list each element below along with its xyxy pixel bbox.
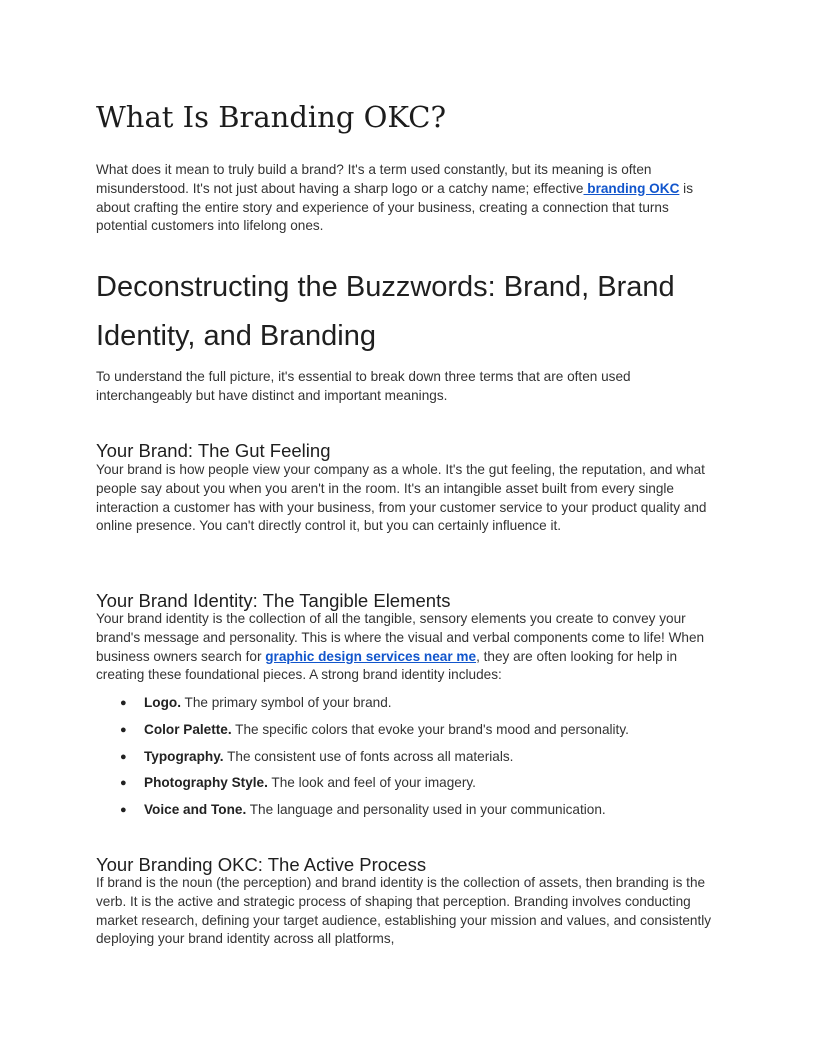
list-item-term: Typography.: [144, 748, 224, 764]
brand-heading: Your Brand: The Gut Feeling: [96, 440, 331, 461]
branding-process-paragraph: If brand is the noun (the perception) and brand identity is the collection of assets, then branding is the verb. It is the active and strategic process of shaping that perception. Branding involves conducting market research, defining your target audience, establishing your mission and values, and consistently deploying your brand identity across all platforms,: [96, 875, 712, 947]
brand-identity-heading: Your Brand Identity: The Tangible Elements: [96, 590, 451, 611]
list-item-term: Voice and Tone.: [144, 802, 247, 818]
section-intro-paragraph: To understand the full picture, it's essential to break down three terms that are often used interchangeably but have distinct and important meanings.: [96, 369, 631, 403]
identity-text-before-link: Your brand identity is the collection of all the tangible, sensory elements you create to convey your brand's message and personality. This is where the visual and verbal components come to life! When business owners search for: [96, 611, 705, 664]
list-item-desc: The language and personality used in your communication.: [246, 802, 606, 818]
section-heading: Deconstructing the Buzzwords: Brand, Brand Identity, and Branding: [96, 271, 675, 352]
branding-process-heading: Your Branding OKC: The Active Process: [96, 854, 427, 875]
intro-text-after-link: is about crafting the entire story and experience of your business, creating a connection that turns potential customers into lifelong ones.: [96, 180, 693, 234]
list-item: [96, 774, 720, 801]
intro-text-before-link: What does it mean to truly build a brand? It's a term used constantly, but its meaning is often misunderstood. It's not just about having a sharp logo or a catchy name; effective: [96, 162, 652, 196]
brand-identity-list: [96, 694, 720, 828]
list-item-desc: The primary symbol of your brand.: [181, 695, 392, 710]
intro-paragraph: [96, 161, 720, 236]
bullet-icon: ●: [120, 804, 127, 817]
list-item-term: Color Palette.: [144, 721, 232, 737]
list-item-desc: The look and feel of your imagery.: [267, 775, 476, 791]
list-item-term: Photography Style.: [144, 775, 268, 791]
identity-text-after-link: , they are often looking for help in creating these foundational pieces. A strong brand identity includes:: [96, 648, 678, 683]
page-title: What Is Branding OKC?: [96, 100, 447, 134]
list-item-desc: The specific colors that evoke your brand's mood and personality.: [231, 721, 629, 737]
bullet-icon: ●: [120, 697, 127, 709]
bullet-icon: ●: [120, 777, 127, 790]
brand-identity-paragraph: [96, 610, 720, 685]
bullet-icon: ●: [120, 723, 127, 736]
list-item: [96, 748, 720, 775]
graphic-design-services-link[interactable]: graphic design services near me: [265, 648, 477, 664]
list-item-desc: The consistent use of fonts across all materials.: [223, 748, 514, 764]
list-item: [96, 721, 720, 748]
list-item: [96, 801, 720, 828]
branding-okc-link[interactable]: branding OKC: [583, 180, 680, 196]
brand-paragraph: Your brand is how people view your company as a whole. It's the gut feeling, the reputation, and what people say about you when you aren't in the room. It's an intangible asset built from every single interaction a customer has with your business, from your customer service to your product quality and online presence. You can't directly control it, but you can certainly influence it.: [96, 462, 707, 534]
list-item-term: Logo.: [144, 695, 181, 710]
list-item: [96, 694, 720, 721]
bullet-icon: ●: [120, 750, 127, 763]
